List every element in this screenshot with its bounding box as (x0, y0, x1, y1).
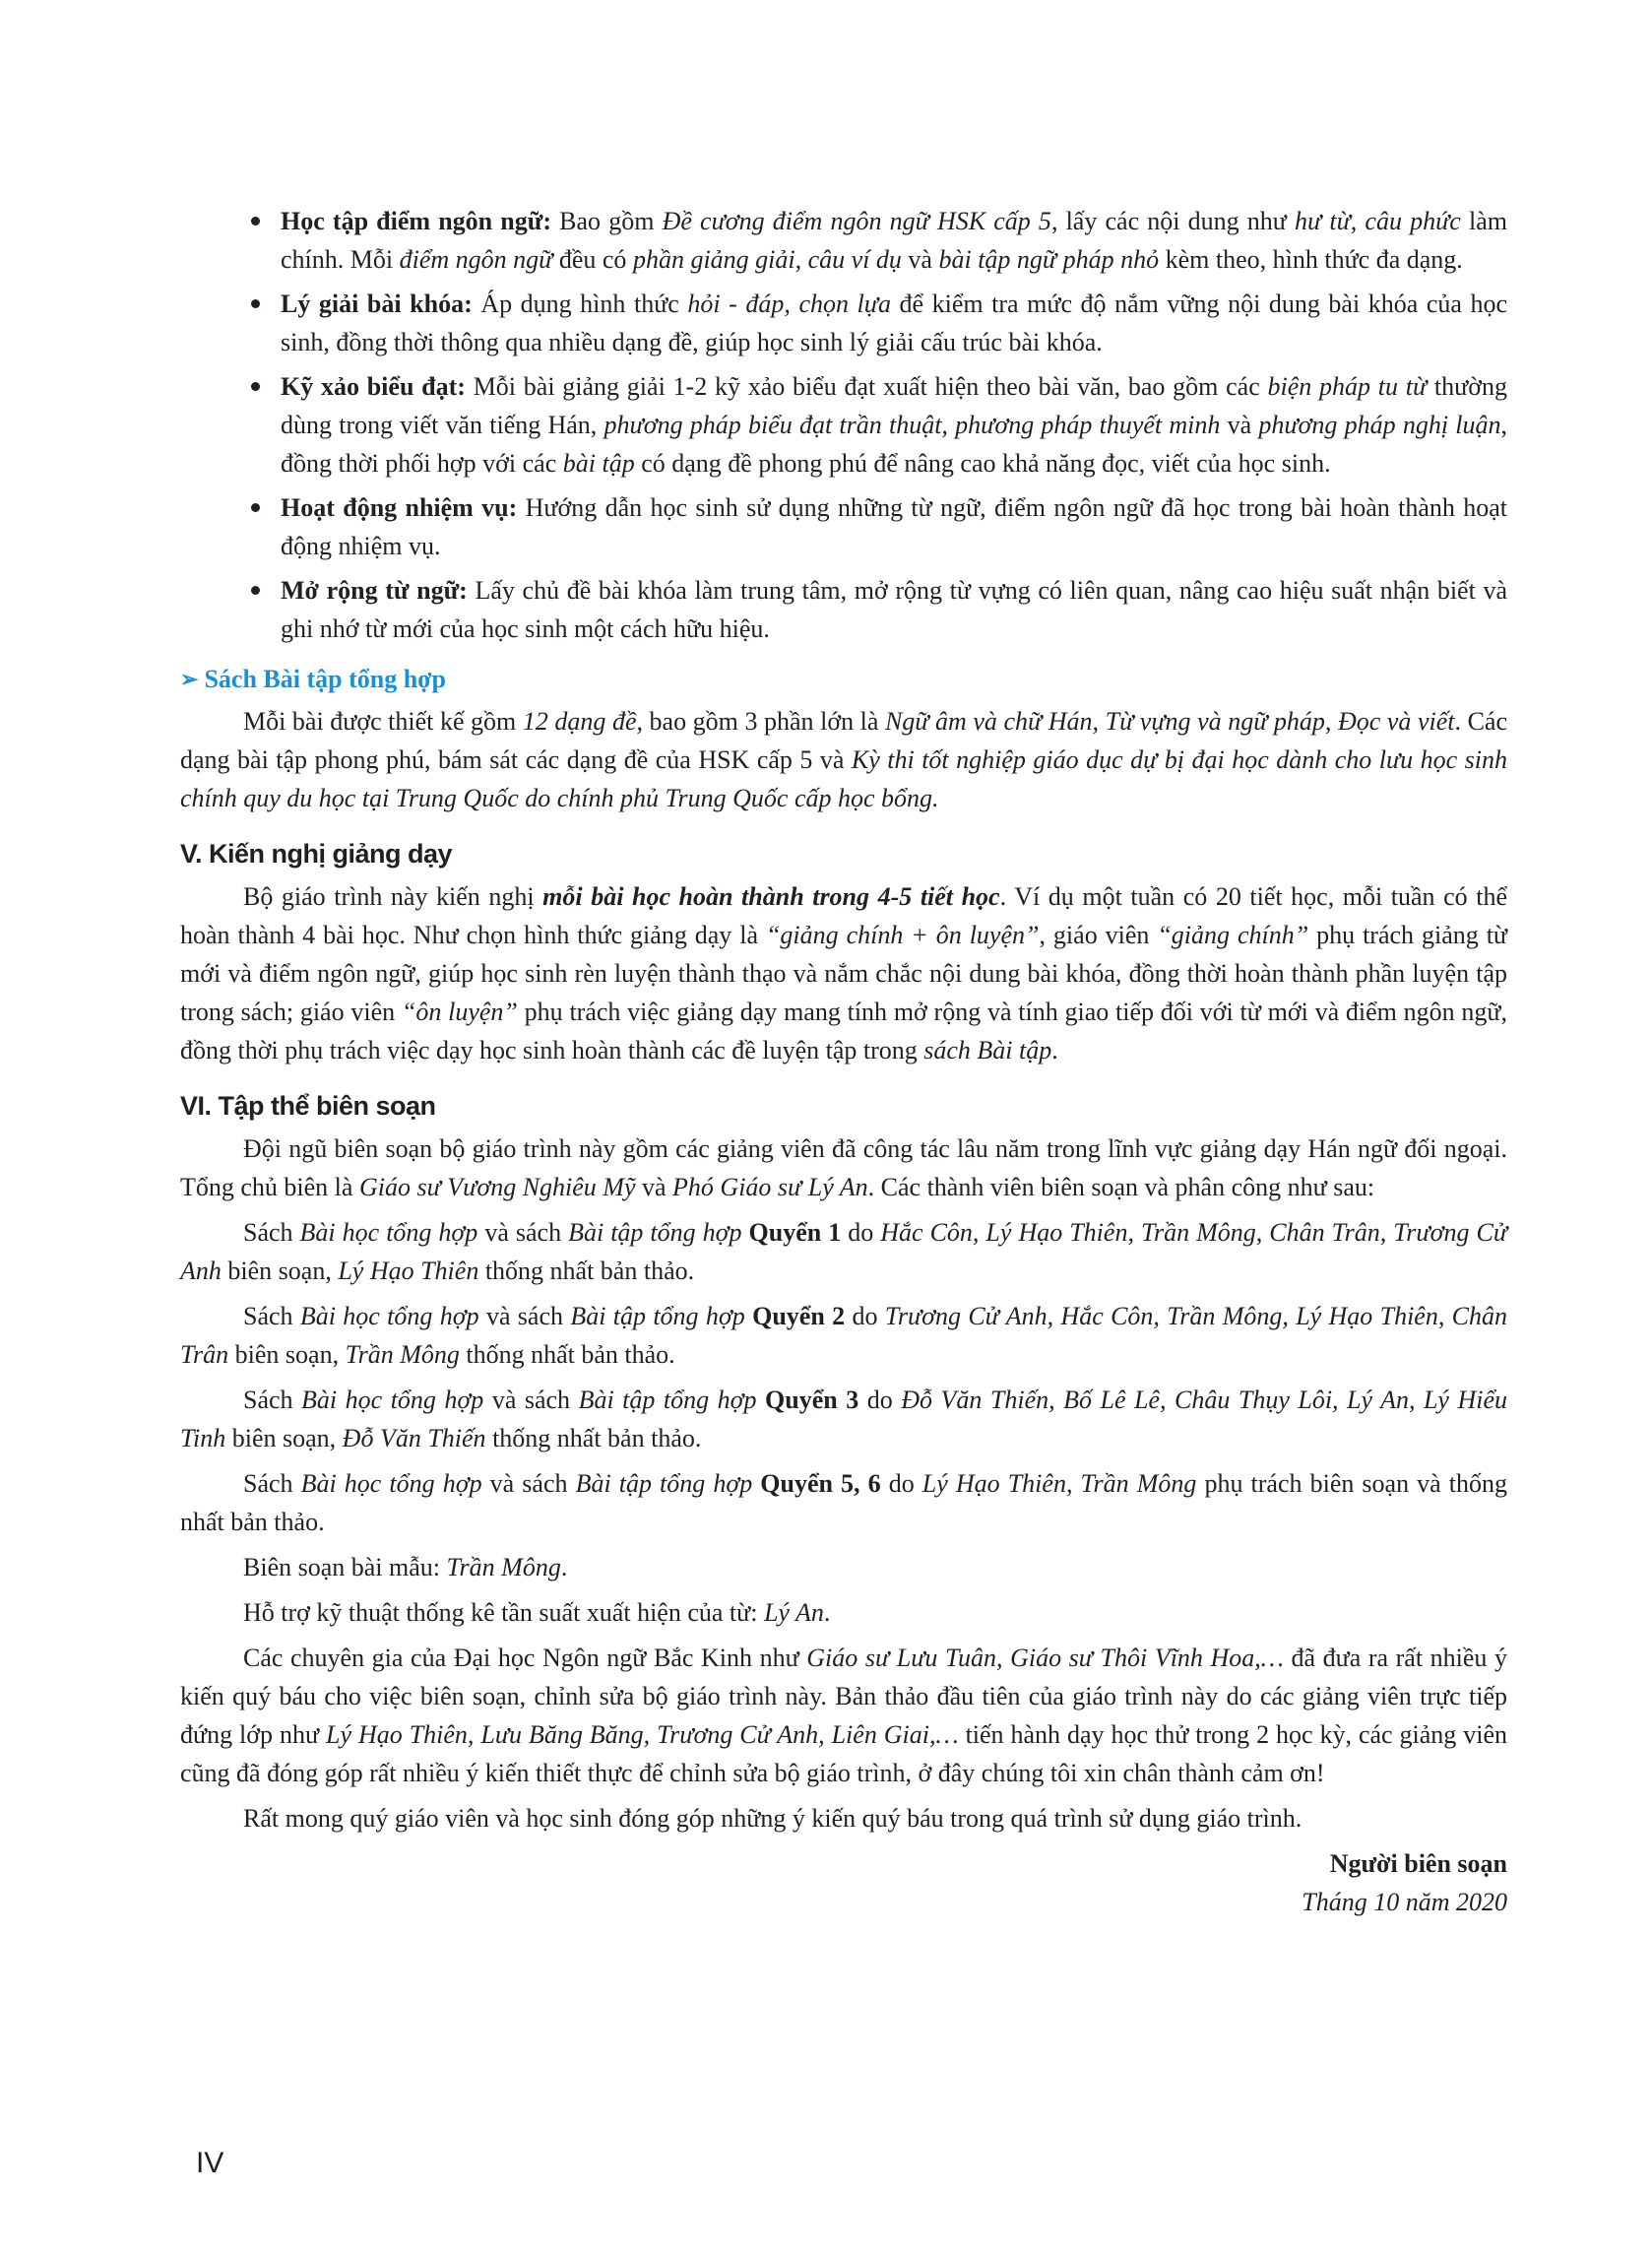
workbook-paragraph (180, 702, 1507, 817)
italic-text-run: Bài tập tổng hợp (578, 1386, 757, 1414)
section-6-paragraph (180, 1297, 1507, 1374)
section-6-paragraph (180, 1213, 1507, 1290)
section-6-paragraph (180, 1799, 1507, 1838)
italic-text-run: Trương Cử Anh, Hắc Côn, Trần Mông, Lý Hạo Thiên, Chân Trân (180, 1302, 1508, 1369)
text-run: Mỗi bài giảng giải 1-2 kỹ xảo biểu đạt xuất hiện theo bài văn, bao gồm các (465, 372, 1268, 401)
bullet-item (180, 571, 1507, 648)
italic-text-run: 12 dạng đề (522, 707, 637, 736)
page-number: IV (196, 2147, 224, 2179)
italic-text-run: phương pháp nghị luận (1258, 411, 1501, 439)
text-run: kèm theo, hình thức đa dạng. (1159, 245, 1463, 274)
text-run: đã đưa ra rất nhiều ý kiến quý báu cho việc biên soạn, chỉnh sửa bộ giáo trình này. Bản thảo đầu tiên của giáo trình này do các giảng viên trực tiếp đứng lớp như (180, 1644, 1507, 1749)
italic-text-run: Đề cương điểm ngôn ngữ HSK cấp 5 (662, 207, 1051, 235)
bold-text-run: Lý giải bài khóa: (281, 290, 473, 318)
text-run: Sách (243, 1469, 301, 1498)
text-run: Rất mong quý giáo viên và học sinh đóng góp những ý kiến quý báu trong quá trình sử dụng giáo trình. (243, 1804, 1303, 1833)
text-run (757, 1386, 766, 1414)
italic-text-run: bài tập ngữ pháp nhỏ (938, 245, 1160, 274)
feature-bullet-list (180, 202, 1507, 648)
text-run (742, 1218, 749, 1247)
section-6-paragraph (180, 1464, 1507, 1541)
italic-text-run: Bài học tổng hợp (299, 1218, 478, 1247)
text-run: . (1051, 1036, 1058, 1064)
italic-text-run: Bài tập tổng hợp (570, 1302, 745, 1330)
text-run: , lấy các nội dung như (1050, 207, 1296, 235)
signature: Người biên soạn (1329, 1849, 1507, 1878)
text-run: . Các dạng bài tập phong phú, bám sát các dạng đề của HSK cấp 5 và (180, 707, 1507, 774)
bold-text-run: Kỹ xảo biểu đạt: (281, 372, 466, 401)
text-run: và (901, 245, 939, 274)
italic-text-run: Phó Giáo sư Lý An (672, 1173, 868, 1201)
text-run: . (823, 1598, 831, 1627)
text-run (745, 1302, 752, 1330)
arrow-icon: ➢ (180, 667, 199, 691)
bold-text-run: mỗi bài học hoàn thành trong 4-5 tiết học (542, 882, 1000, 911)
section-6-paragraph (180, 1129, 1507, 1206)
text-run: Lấy chủ đề bài khóa làm trung tâm, mở rộng từ vựng có liên quan, nâng cao hiệu suất nhận biết và ghi nhớ từ mới của học sinh một cách hữu hiệu. (281, 576, 1507, 643)
section-6-paragraph (180, 1639, 1507, 1792)
text-run: và (635, 1173, 673, 1201)
bold-text-run: Quyển 2 (752, 1302, 846, 1330)
bold-text-run: Học tập điểm ngôn ngữ: (281, 207, 552, 235)
bold-text-run: Quyển 3 (765, 1386, 859, 1414)
italic-text-run: Trần Mông (345, 1340, 460, 1369)
text-run: biên soạn, (225, 1424, 343, 1452)
text-run: và sách (477, 1218, 569, 1247)
workbook-heading (180, 660, 1507, 698)
section-5-heading: V. Kiến nghị giảng dạy (180, 839, 453, 869)
bold-text-run: Quyển 5, 6 (760, 1469, 881, 1498)
signature-date: Tháng 10 năm 2020 (1302, 1888, 1507, 1916)
text-run: thống nhất bản thảo. (459, 1340, 675, 1369)
italic-text-run: bài tập (562, 449, 635, 478)
workbook-heading-text: Sách Bài tập tổng hợp (204, 665, 447, 693)
section-6-paragraph (180, 1381, 1507, 1457)
text-run: thống nhất bản thảo. (478, 1257, 695, 1285)
bold-text-run: Hoạt động nhiệm vụ: (281, 493, 518, 522)
italic-text-run: Lý An (763, 1598, 824, 1627)
text-run: Đội ngũ biên soạn bộ giáo trình này gồm các giảng viên đã công tác lâu năm trong lĩnh vực giảng dạy Hán ngữ đối ngoại. Tổng chủ biên là (180, 1134, 1507, 1201)
text-run: . (560, 1553, 568, 1581)
italic-text-run: Giáo sư Lưu Tuân, Giáo sư Thôi Vĩnh Hoa,… (806, 1644, 1284, 1672)
italic-text-run: phần giảng giải, câu ví dụ (632, 245, 902, 274)
italic-text-run: “ôn luyện” (401, 998, 518, 1026)
italic-text-run: “giảng chính” (1157, 921, 1309, 949)
italic-text-run: Lý Hạo Thiên, Lưu Băng Băng, Trương Cử Anh, Liên Giai,… (326, 1720, 959, 1749)
bullet-icon (251, 217, 260, 226)
text-run: và sách (483, 1386, 579, 1414)
text-run: đều có (552, 245, 633, 274)
bullet-icon (251, 382, 260, 391)
italic-text-run: phương pháp biểu đạt trần thuật, phương pháp thuyết minh (604, 411, 1221, 439)
text-run: Sách (243, 1386, 302, 1414)
text-run: Mỗi bài được thiết kế gồm (243, 707, 523, 736)
page-content (180, 202, 1507, 1921)
italic-text-run: Kỳ thi tốt nghiệp giáo dục dự bị đại học dành cho lưu học sinh chính quy du học tại Trung Quốc do chính phủ Trung Quốc cấp học bổng. (180, 745, 1507, 812)
text-run: Áp dụng hình thức (472, 290, 688, 318)
text-run: có dạng đề phong phú để nâng cao khả năng đọc, viết của học sinh. (634, 449, 1331, 478)
text-run: do (841, 1218, 881, 1247)
section-6-body (180, 1129, 1507, 1838)
italic-text-run: Trần Mông (446, 1553, 561, 1581)
text-run: Biên soạn bài mẫu: (243, 1553, 447, 1581)
italic-text-run: Lý Hạo Thiên (338, 1257, 479, 1285)
text-run: để kiểm tra mức độ nắm vững nội dung bài khóa của học sinh, đồng thời thông qua nhiều dạng đề, giúp học sinh lý giải cấu trúc bài khóa. (281, 290, 1508, 356)
text-run: và sách (478, 1302, 571, 1330)
text-run: Hướng dẫn học sinh sử dụng những từ ngữ, điểm ngôn ngữ đã học trong bài hoàn thành hoạt động nhiệm vụ. (281, 493, 1508, 560)
text-run: , giáo viên (1039, 921, 1158, 949)
text-run: , đồng thời phối hợp với các (281, 411, 1508, 478)
section-6-heading: VI. Tập thể biên soạn (180, 1091, 436, 1121)
italic-text-run: Đỗ Văn Thiến (342, 1424, 486, 1452)
italic-text-run: Ngữ âm và chữ Hán, Từ vựng và ngữ pháp, Đọc và viết (884, 707, 1455, 736)
bold-text-run: Quyển 1 (748, 1218, 842, 1247)
italic-text-run: Bài học tổng hợp (299, 1302, 479, 1330)
text-run: Bộ giáo trình này kiến nghị (243, 882, 543, 911)
text-run: thường dùng trong viết văn tiếng Hán, (281, 372, 1507, 439)
bullet-item (180, 285, 1507, 361)
bullet-item (180, 488, 1507, 565)
text-run: do (880, 1469, 922, 1498)
bullet-item (180, 202, 1507, 279)
italic-text-run: hỏi - đáp, chọn lựa (687, 290, 891, 318)
italic-text-run: Hắc Côn, Lý Hạo Thiên, Trần Mông, Chân Trân, Trương Cử Anh (180, 1218, 1507, 1285)
italic-text-run: Đỗ Văn Thiến, Bố Lê Lê, Châu Thụy Lôi, Lý An, Lý Hiểu Tinh (180, 1386, 1508, 1452)
section-6-paragraph (180, 1593, 1507, 1632)
italic-text-run: Giáo sư Vương Nghiêu Mỹ (358, 1173, 636, 1201)
italic-text-run: hư từ, câu phức (1295, 207, 1461, 235)
text-run: . Ví dụ một tuần có 20 tiết học, mỗi tuần có thể hoàn thành 4 bài học. Như chọn hình thức giảng dạy là (180, 882, 1507, 949)
text-run: Các chuyên gia của Đại học Ngôn ngữ Bắc Kinh như (243, 1644, 807, 1672)
italic-text-run: sách Bài tập (923, 1036, 1052, 1064)
bullet-icon (251, 503, 260, 512)
italic-text-run: “giảng chính + ôn luyện” (765, 921, 1040, 949)
text-run: Hỗ trợ kỹ thuật thống kê tần suất xuất hiện của từ: (243, 1598, 764, 1627)
text-run: do (858, 1386, 902, 1414)
text-run: tiến hành dạy học thử trong 2 học kỳ, các giảng viên cũng đã đóng góp rất nhiều ý kiến thiết thực để chỉnh sửa bộ giáo trình, ở đây chúng tôi xin chân thành cảm ơn! (180, 1720, 1508, 1787)
text-run: do (845, 1302, 885, 1330)
text-run: phụ trách việc giảng dạy mang tính mở rộng và tính giao tiếp đối với từ mới và điểm ngôn ngữ, đồng thời phụ trách việc dạy học sinh hoàn thành các đề luyện tập trong (180, 998, 1507, 1064)
text-run: phụ trách biên soạn và thống nhất bản thảo. (180, 1469, 1508, 1536)
text-run: biên soạn, (221, 1257, 339, 1285)
text-run: biên soạn, (228, 1340, 346, 1369)
section-5-paragraph (180, 877, 1507, 1069)
text-run: Sách (243, 1218, 300, 1247)
bullet-icon (251, 299, 260, 308)
text-run: . Các thành viên biên soạn và phân công như sau: (867, 1173, 1375, 1201)
italic-text-run: điểm ngôn ngữ (399, 245, 553, 274)
italic-text-run: biện pháp tu từ (1267, 372, 1428, 401)
italic-text-run: Lý Hạo Thiên, Trần Mông (921, 1469, 1197, 1498)
italic-text-run: Bài tập tổng hợp (575, 1469, 753, 1498)
italic-text-run: Bài học tổng hợp (300, 1469, 482, 1498)
bold-text-run: Mở rộng từ ngữ: (281, 576, 468, 605)
text-run: và sách (481, 1469, 576, 1498)
bullet-icon (251, 586, 260, 595)
section-6-paragraph (180, 1548, 1507, 1586)
text-run: Bao gồm (551, 207, 663, 235)
text-run: thống nhất bản thảo. (485, 1424, 702, 1452)
text-run: phụ trách giảng từ mới và điểm ngôn ngữ, giúp học sinh rèn luyện thành thạo và nắm chắc nội dung bài khóa, đồng thời hoàn thành phần luyện tập trong sách; giáo viên (180, 921, 1508, 1026)
italic-text-run: Bài học tổng hợp (301, 1386, 484, 1414)
bullet-item (180, 367, 1507, 483)
text-run: làm chính. Mỗi (281, 207, 1507, 274)
text-run: và (1220, 411, 1259, 439)
text-run: , bao gồm 3 phần lớn là (636, 707, 885, 736)
text-run: Sách (243, 1302, 300, 1330)
italic-text-run: Bài tập tổng hợp (568, 1218, 742, 1247)
